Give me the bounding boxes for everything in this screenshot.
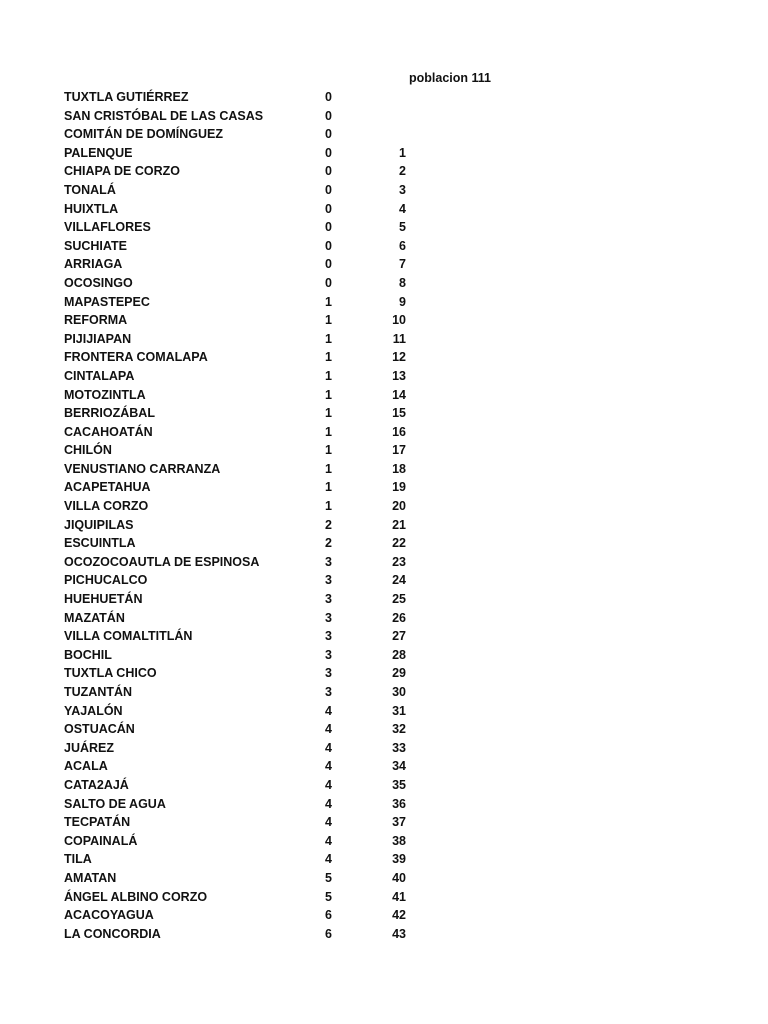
table-row xyxy=(0,850,768,869)
municipality-name-cell: OCOSINGO xyxy=(64,275,133,290)
value-cell: 4 xyxy=(325,815,332,830)
value-cell: 6 xyxy=(325,908,332,923)
value-cell: 5 xyxy=(325,870,332,885)
municipality-name-cell: TECPATÁN xyxy=(64,815,131,830)
municipality-name-cell: CATA2AJÁ xyxy=(64,777,129,792)
index-cell: 7 xyxy=(399,257,406,272)
municipality-name-cell: CHIAPA DE CORZO xyxy=(64,164,180,179)
table-row xyxy=(0,609,768,628)
value-cell: 1 xyxy=(325,387,332,402)
table-row xyxy=(0,664,768,683)
index-cell: 1 xyxy=(399,145,406,160)
index-cell: 26 xyxy=(392,610,406,625)
municipality-name-cell: SALTO DE AGUA xyxy=(64,796,166,811)
table-row xyxy=(0,553,768,572)
municipality-name-cell: CACAHOATÁN xyxy=(64,424,153,439)
value-cell: 0 xyxy=(325,90,332,104)
table-row xyxy=(0,720,768,739)
index-cell: 17 xyxy=(392,443,406,458)
table-row xyxy=(0,646,768,665)
table-row xyxy=(0,516,768,535)
table-row xyxy=(0,757,768,776)
index-cell: 43 xyxy=(392,926,406,941)
index-cell: 4 xyxy=(399,201,406,216)
value-cell: 3 xyxy=(325,554,332,569)
value-cell: 0 xyxy=(325,127,332,142)
value-cell: 1 xyxy=(325,480,332,495)
municipality-name-cell: MAZATÁN xyxy=(64,610,125,625)
municipality-name-cell: VILLAFLORES xyxy=(64,220,151,235)
value-cell: 0 xyxy=(325,257,332,272)
municipality-name-cell: PALENQUE xyxy=(64,145,133,160)
value-cell: 1 xyxy=(325,294,332,309)
municipality-name-cell: COPAINALÁ xyxy=(64,833,138,848)
index-cell: 32 xyxy=(392,722,406,737)
table-row xyxy=(0,107,768,126)
index-cell: 40 xyxy=(392,870,406,885)
municipality-name-cell: LA CONCORDIA xyxy=(64,926,161,941)
municipality-name-cell: REFORMA xyxy=(64,313,128,328)
table-row xyxy=(0,181,768,200)
index-cell: 42 xyxy=(392,908,406,923)
index-cell: 33 xyxy=(392,740,406,755)
value-cell: 3 xyxy=(325,610,332,625)
municipality-name-cell: AMATAN xyxy=(64,870,117,885)
municipality-name-cell: FRONTERA COMALAPA xyxy=(64,350,208,365)
index-cell: 29 xyxy=(392,666,406,681)
table-row xyxy=(0,590,768,609)
table-row xyxy=(0,125,768,144)
column-header-label: poblacion 111 xyxy=(409,71,491,85)
municipality-name-cell: TILA xyxy=(64,852,92,867)
table-row xyxy=(0,423,768,442)
municipality-name-cell: BOCHIL xyxy=(64,647,112,662)
table-row xyxy=(0,795,768,814)
index-cell: 8 xyxy=(399,275,406,290)
index-cell: 41 xyxy=(392,889,406,904)
index-cell: 19 xyxy=(392,480,406,495)
table-row xyxy=(0,144,768,163)
value-cell: 4 xyxy=(325,796,332,811)
municipality-name-cell: TUZANTÁN xyxy=(64,685,133,699)
table-row xyxy=(0,441,768,460)
municipality-name-cell: VILLA COMALTITLÁN xyxy=(64,629,193,644)
municipality-name-cell: HUIXTLA xyxy=(64,201,119,216)
municipality-name-cell: MAPASTEPEC xyxy=(64,294,150,309)
value-cell: 3 xyxy=(325,666,332,681)
index-cell: 15 xyxy=(392,406,406,421)
value-cell: 4 xyxy=(325,740,332,755)
value-cell: 1 xyxy=(325,350,332,365)
table-row xyxy=(0,404,768,423)
value-cell: 1 xyxy=(325,313,332,328)
municipality-name-cell: ACAPETAHUA xyxy=(64,480,151,495)
index-cell: 18 xyxy=(392,461,406,476)
municipality-name-cell: ACACOYAGUA xyxy=(64,908,154,923)
index-cell: 2 xyxy=(399,164,406,179)
index-cell: 24 xyxy=(392,573,406,588)
table-row xyxy=(0,255,768,274)
value-cell: 0 xyxy=(325,108,332,123)
municipality-name-cell: PIJIJIAPAN xyxy=(64,331,132,346)
index-cell: 22 xyxy=(392,536,406,551)
table-row xyxy=(0,311,768,330)
index-cell: 27 xyxy=(392,629,406,644)
table-row xyxy=(0,869,768,888)
value-cell: 0 xyxy=(325,182,332,197)
value-cell: 1 xyxy=(325,461,332,476)
value-cell: 3 xyxy=(325,592,332,607)
table-row xyxy=(0,200,768,219)
value-cell: 1 xyxy=(325,331,332,346)
table-row xyxy=(0,460,768,479)
municipality-name-cell: PICHUCALCO xyxy=(64,573,148,588)
value-cell: 0 xyxy=(325,238,332,253)
value-cell: 4 xyxy=(325,722,332,737)
table-row xyxy=(0,293,768,312)
index-cell: 16 xyxy=(392,424,406,439)
municipality-name-cell: SAN CRISTÓBAL DE LAS CASAS xyxy=(64,108,264,123)
value-cell: 4 xyxy=(325,759,332,774)
table-row xyxy=(0,925,768,944)
value-cell: 6 xyxy=(325,926,332,941)
index-cell: 31 xyxy=(392,703,406,718)
table-row xyxy=(0,274,768,293)
municipality-name-cell: COMITÁN DE DOMÍNGUEZ xyxy=(64,127,224,142)
data-rows xyxy=(0,88,768,943)
index-cell: 3 xyxy=(399,182,406,197)
value-cell: 4 xyxy=(325,777,332,792)
table-row xyxy=(0,237,768,256)
municipality-name-cell: BERRIOZÁBAL xyxy=(64,406,155,421)
index-cell: 9 xyxy=(399,294,406,309)
table-row xyxy=(0,683,768,702)
index-cell: 5 xyxy=(399,220,406,235)
table-row xyxy=(0,627,768,646)
index-cell: 38 xyxy=(392,833,406,848)
index-cell: 35 xyxy=(392,777,406,792)
index-cell: 12 xyxy=(392,350,406,365)
index-cell: 13 xyxy=(392,368,406,383)
table-row xyxy=(0,478,768,497)
municipality-name-cell: CHILÓN xyxy=(64,443,112,458)
table-row xyxy=(0,813,768,832)
value-cell: 0 xyxy=(325,275,332,290)
municipality-name-cell: YAJALÓN xyxy=(64,703,123,718)
index-cell: 23 xyxy=(392,554,406,569)
index-cell: 14 xyxy=(392,387,406,402)
index-cell: 34 xyxy=(392,759,406,774)
municipality-name-cell: TONALÁ xyxy=(64,182,116,197)
table-row xyxy=(0,906,768,925)
value-cell: 5 xyxy=(325,889,332,904)
value-cell: 1 xyxy=(325,499,332,514)
municipality-name-cell: VILLA CORZO xyxy=(64,499,149,514)
index-cell: 10 xyxy=(392,313,406,328)
municipality-name-cell: OSTUACÁN xyxy=(64,722,135,737)
value-cell: 3 xyxy=(325,685,332,699)
value-cell: 2 xyxy=(325,536,332,551)
table-row xyxy=(0,534,768,553)
municipality-name-cell: ACALA xyxy=(64,759,108,774)
table-row xyxy=(0,497,768,516)
table-row xyxy=(0,739,768,758)
municipality-name-cell: MOTOZINTLA xyxy=(64,387,146,402)
index-cell: 39 xyxy=(392,852,406,867)
value-cell: 1 xyxy=(325,406,332,421)
index-cell: 37 xyxy=(392,815,406,830)
table-row xyxy=(0,571,768,590)
value-cell: 4 xyxy=(325,833,332,848)
index-cell: 6 xyxy=(399,238,406,253)
value-cell: 2 xyxy=(325,517,332,532)
municipality-name-cell: TUXTLA CHICO xyxy=(64,666,157,681)
municipality-name-cell: VENUSTIANO CARRANZA xyxy=(64,461,221,476)
table-row xyxy=(0,386,768,405)
table-row xyxy=(0,218,768,237)
table-row xyxy=(0,162,768,181)
value-cell: 1 xyxy=(325,424,332,439)
municipality-name-cell: JIQUIPILAS xyxy=(64,517,134,532)
municipality-name-cell: CINTALAPA xyxy=(64,368,135,383)
value-cell: 3 xyxy=(325,573,332,588)
municipality-name-cell: HUEHUETÁN xyxy=(64,592,143,607)
index-cell: 21 xyxy=(392,517,406,532)
value-cell: 4 xyxy=(325,852,332,867)
value-cell: 0 xyxy=(325,220,332,235)
index-cell: 28 xyxy=(392,647,406,662)
table-row xyxy=(0,348,768,367)
value-cell: 4 xyxy=(325,703,332,718)
index-cell: 30 xyxy=(392,685,406,699)
value-cell: 3 xyxy=(325,647,332,662)
table-row xyxy=(0,832,768,851)
value-cell: 1 xyxy=(325,368,332,383)
value-cell: 3 xyxy=(325,629,332,644)
table-row xyxy=(0,776,768,795)
index-cell: 11 xyxy=(392,331,406,346)
table-row xyxy=(0,367,768,386)
value-cell: 0 xyxy=(325,145,332,160)
value-cell: 0 xyxy=(325,164,332,179)
municipality-name-cell: ESCUINTLA xyxy=(64,536,136,551)
table-row xyxy=(0,88,768,107)
municipality-name-cell: SUCHIATE xyxy=(64,238,127,253)
table-row xyxy=(0,888,768,907)
index-cell: 36 xyxy=(392,796,406,811)
municipality-name-cell: ÁNGEL ALBINO CORZO xyxy=(64,889,208,904)
table-row xyxy=(0,330,768,349)
municipality-name-cell: ARRIAGA xyxy=(64,257,123,272)
municipality-name-cell: TUXTLA GUTIÉRREZ xyxy=(64,90,189,104)
index-cell: 20 xyxy=(392,499,406,514)
municipality-name-cell: OCOZOCOAUTLA DE ESPINOSA xyxy=(64,554,260,569)
index-cell: 25 xyxy=(392,592,406,607)
value-cell: 1 xyxy=(325,443,332,458)
municipality-name-cell: JUÁREZ xyxy=(64,740,115,755)
value-cell: 0 xyxy=(325,201,332,216)
table-row xyxy=(0,702,768,721)
